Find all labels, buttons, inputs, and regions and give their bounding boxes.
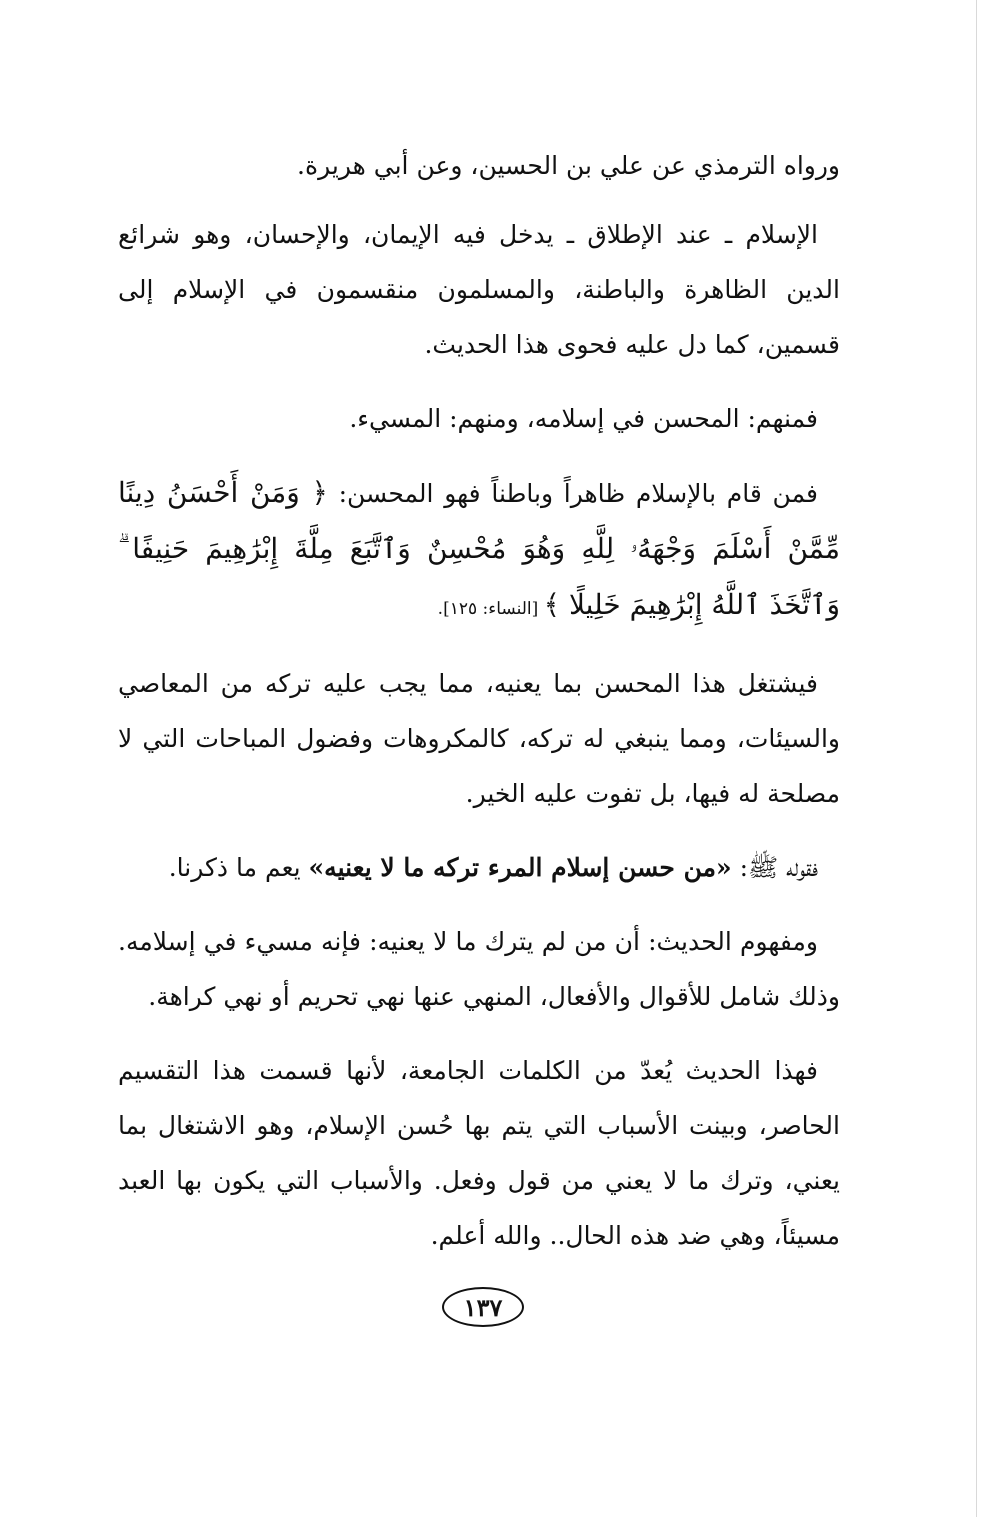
hadith-suffix: يعم ما ذكرنا. [168, 853, 309, 882]
paragraph-intro-text: فمن قام بالإسلام ظاهراً وباطناً فهو المحسن: [327, 479, 818, 508]
page-number: ١٣٧ [442, 1287, 524, 1327]
paragraph-narration: ورواه الترمذي عن علي بن الحسين، وعن أبي هريرة. [297, 151, 840, 180]
paragraph-two-categories: فمنهم: المحسن في إسلامه، ومنهم: المسيء. [349, 404, 818, 433]
paragraph-hadith-quote [118, 840, 840, 895]
page-body-text [118, 138, 840, 1282]
paragraph-occupied-with-concern: فيشتغل هذا المحسن بما يعنيه، مما يجب عليه تركه من المعاصي والسيئات، ومما ينبغي له تركه، كالمكروهات وفضول المباحات التي لا مصلحة له فيها، بل تفوت عليه الخير. [118, 669, 840, 808]
quran-verse: ﴿ وَمَنْ أَحْسَنُ دِينًا مِّمَّنْ أَسْلَمَ وَجْهَهُۥ لِلَّهِ وَهُوَ مُحْسِنٌ وَٱتَّبَعَ مِلَّةَ إِبْرَٰهِيمَ حَنِيفًا ۗ وَٱتَّخَذَ ٱللَّهُ إِبْرَٰهِيمَ خَلِيلًا ﴾ [118, 476, 840, 621]
verse-reference: [النساء: ١٢٥]. [437, 599, 544, 619]
hadith-prefix: فقوله ﷺ: [731, 853, 818, 882]
paragraph-islam-definition: الإسلام ـ عند الإطلاق ـ يدخل فيه الإيمان، والإحسان، وهو شرائع الدين الظاهرة والباطنة، والمسلمون منقسمون في الإسلام إلى قسمين، كما دل عليه فحوى هذا الحديث. [118, 220, 840, 359]
scan-edge-line [976, 0, 977, 1517]
paragraph-comprehensive-words: فهذا الحديث يُعدّ من الكلمات الجامعة، لأنها قسمت هذا التقسيم الحاصر، وبينت الأسباب التي يتم بها حُسن الإسلام، وهو الاشتغال بما يعني، وترك ما لا يعني من قول وفعل. والأسباب التي يكون بها العبد مسيئاً، وهي ضد هذه الحال.. والله أعلم. [118, 1056, 840, 1250]
paragraph-hadith-meaning: ومفهوم الحديث: أن من لم يترك ما لا يعنيه: فإنه مسيء في إسلامه. وذلك شامل للأقوال والأفعال، المنهي عنها نهي تحريم أو نهي كراهة. [118, 927, 840, 1011]
hadith-text: «من حسن إسلام المرء تركه ما لا يعنيه» [308, 853, 732, 882]
paragraph-the-doer-of-good [118, 465, 840, 637]
